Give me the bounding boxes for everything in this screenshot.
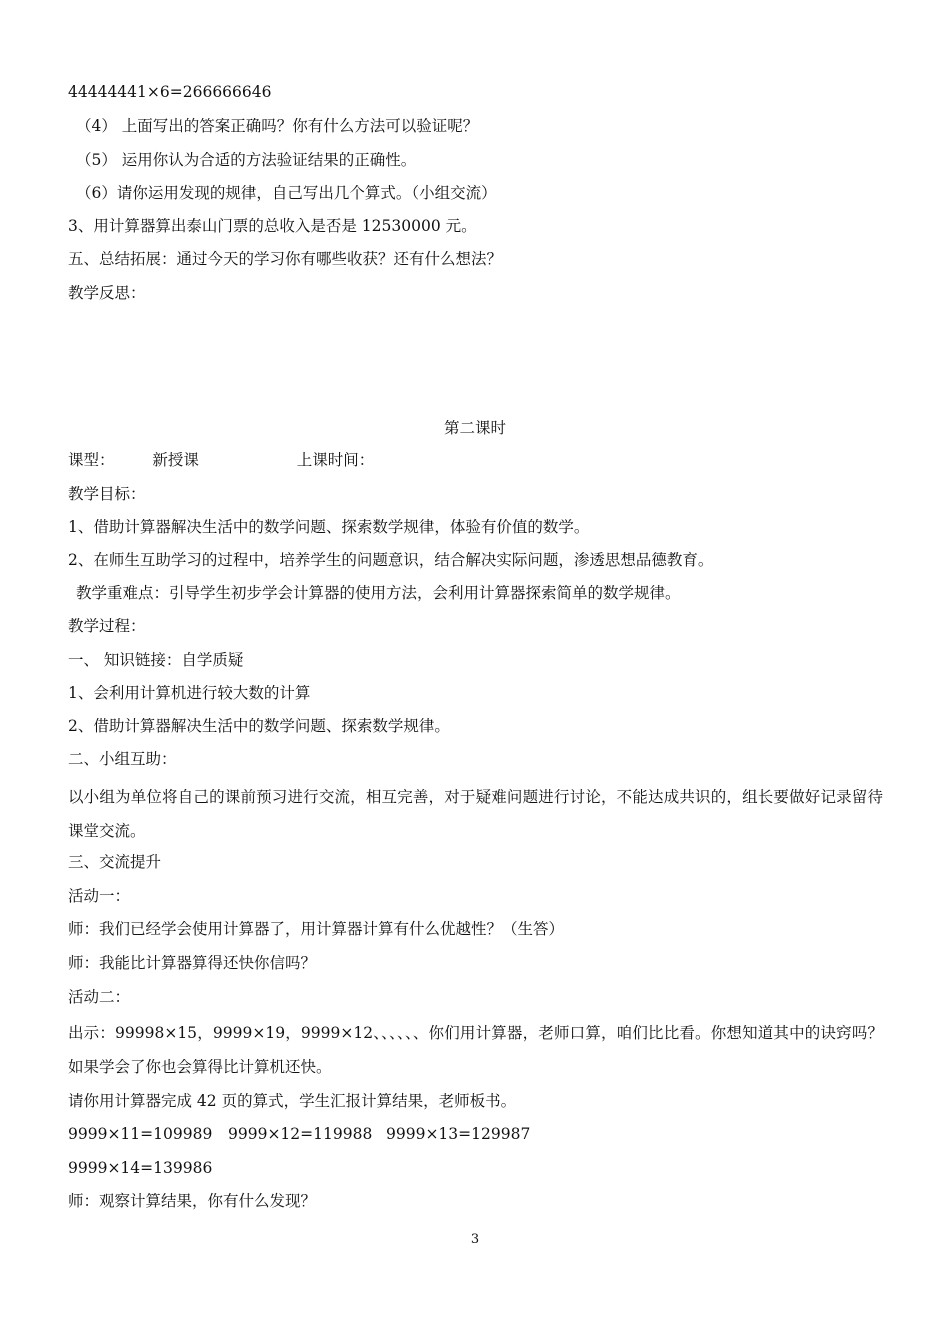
- activity-1-heading: 活动一：: [68, 887, 131, 905]
- question-5: （5） 运用你认为合适的方法验证结果的正确性。: [76, 151, 417, 169]
- process-step-1-2: 2、借助计算器解决生活中的数学问题、探索数学规律。: [68, 717, 450, 735]
- lesson-type-value: 新授课: [152, 451, 199, 469]
- page-number: 3: [470, 1232, 480, 1247]
- summary-heading: 五、总结拓展：通过今天的学习你有哪些收获？还有什么想法？: [68, 250, 503, 268]
- equation-line: 44444441×6=266666646: [68, 83, 272, 101]
- question-6: （6）请你运用发现的规律，自己写出几个算式。（小组交流）: [76, 184, 497, 202]
- question-4: （4） 上面写出的答案正确吗？你有什么方法可以验证呢？: [76, 117, 479, 135]
- key-points: 教学重难点：引导学生初步学会计算器的使用方法，会利用计算器探索简单的数学规律。: [76, 584, 681, 602]
- group-paragraph: 以小组为单位将自己的课前预习进行交流，相互完善，对于疑难问题进行讨论，不能达成共识的，组长要做好记录留待课堂交流。: [68, 788, 883, 840]
- process-step-1: 一、 知识链接：自学质疑: [68, 651, 244, 669]
- teacher-line-2: 师：我能比计算器算得还快你信吗？: [68, 954, 317, 972]
- equation-11: 9999×11=109989: [68, 1125, 213, 1143]
- lesson-type-row: [68, 450, 374, 470]
- reflection-heading: 教学反思：: [68, 284, 146, 302]
- objectives-heading: 教学目标：: [68, 485, 146, 503]
- lesson-type-label: 课型：: [68, 451, 115, 469]
- objective-2: 2、在师生互助学习的过程中，培养学生的问题意识，结合解决实际问题，渗透思想品德教育。: [68, 551, 714, 569]
- class-time-label: 上课时间：: [296, 451, 375, 469]
- activity-2-heading: 活动二：: [68, 988, 131, 1006]
- equations-row: [68, 1124, 530, 1144]
- process-step-2: 二、小组互助：: [68, 750, 177, 768]
- equation-14: 9999×14=139986: [68, 1159, 213, 1177]
- show-paragraph: 出示：99998×15，9999×19，9999×12、、、、、、你们用计算器，老师口算，咱们比比看。你想知道其中的诀窍吗？如果学会了你也会算得比计算机还快。: [68, 1024, 883, 1076]
- objective-1: 1、借助计算器解决生活中的数学问题、探索数学规律，体验有价值的数学。: [68, 518, 590, 536]
- teacher-line-1: 师：我们已经学会使用计算器了，用计算器计算有什么优越性？（生答）: [68, 920, 565, 938]
- equation-12: 9999×12=119988: [228, 1125, 373, 1143]
- process-step-1-1: 1、会利用计算机进行较大数的计算: [68, 684, 311, 702]
- equation-13: 9999×13=129987: [386, 1125, 531, 1143]
- section-title: 第二课时: [443, 419, 506, 437]
- calc-instruction: 请你用计算器完成 42 页的算式，学生汇报计算结果，老师板书。: [68, 1092, 517, 1110]
- exchange-heading: 三、交流提升: [68, 853, 162, 871]
- item-3: 3、用计算器算出泰山门票的总收入是否是 12530000 元。: [68, 217, 477, 235]
- final-question: 师：观察计算结果，你有什么发现？: [68, 1192, 317, 1210]
- process-heading: 教学过程：: [68, 617, 146, 635]
